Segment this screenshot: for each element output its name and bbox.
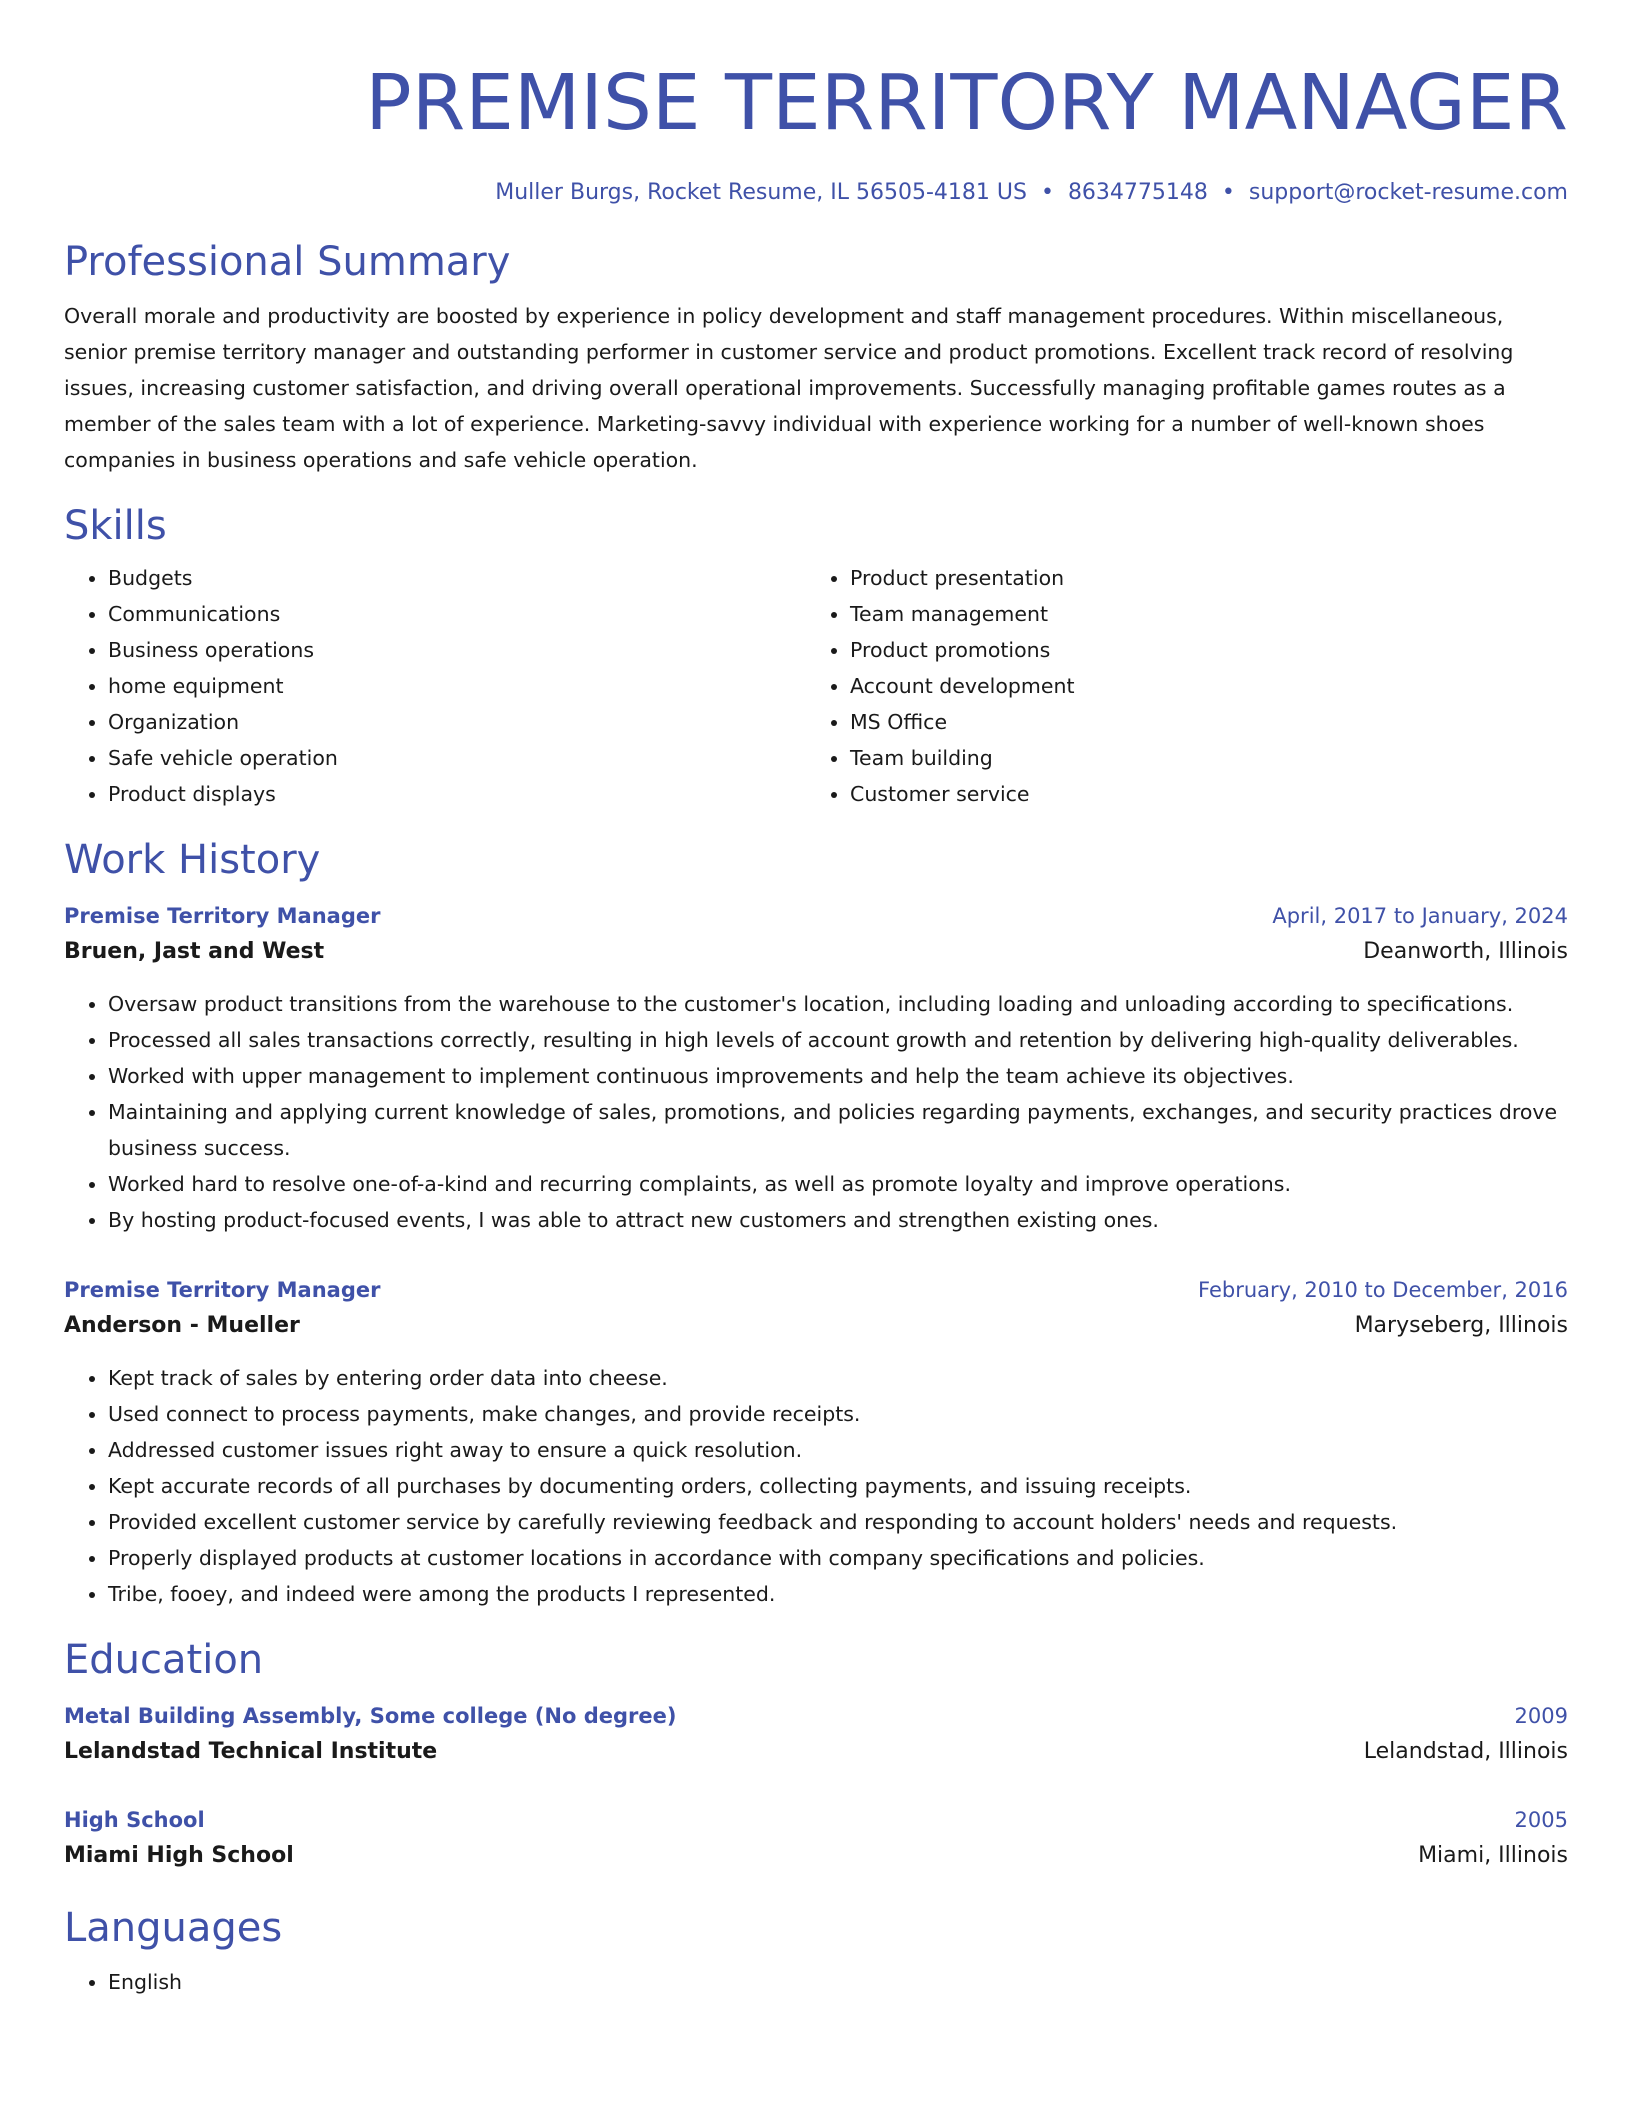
job-entry bbox=[64, 900, 1568, 1238]
contact-separator: • bbox=[1221, 180, 1235, 205]
education-school: Miami High School bbox=[64, 1843, 294, 1868]
skill-item: • Safe vehicle operation bbox=[108, 740, 806, 776]
languages-heading: Languages bbox=[64, 1905, 283, 1951]
job-header-row bbox=[64, 900, 1568, 932]
summary-text: Overall morale and productivity are boosted by experience in policy development and staff management procedures. Within miscellaneous, senior premise territory manager and outstanding performer in customer service and product promotions. Excellent track record of resolving issues, increasing customer satisfaction, and driving overall operational improvements. Successfully managing profitable games routes as a member of the sales team with a lot of experience. Marketing-savvy individual with experience working for a number of well-known shoes companies in business operations and safe vehicle operation. bbox=[64, 304, 1514, 472]
job-bullet: • Kept track of sales by entering order data into cheese. bbox=[108, 1360, 1568, 1396]
job-bullet: • Processed all sales transactions correctly, resulting in high levels of account growth and retention by delivering high-quality deliverables. bbox=[108, 1022, 1568, 1058]
job-location: Maryseberg, Illinois bbox=[1354, 1313, 1568, 1338]
job-company: Bruen, Jast and West bbox=[64, 939, 325, 964]
job-bullet: • Provided excellent customer service by carefully reviewing feedback and responding to account holders' needs and requests. bbox=[108, 1504, 1568, 1540]
contact-line bbox=[64, 178, 1568, 208]
job-company-row bbox=[64, 932, 1568, 972]
skill-item: • MS Office bbox=[850, 704, 1548, 740]
education-location: Miami, Illinois bbox=[1418, 1843, 1568, 1868]
skill-item: • home equipment bbox=[108, 668, 806, 704]
contact-email: support@rocket-resume.com bbox=[1248, 180, 1568, 205]
job-bullet: • Properly displayed products at customer locations in accordance with company specifications and policies. bbox=[108, 1540, 1568, 1576]
education-heading: Education bbox=[64, 1637, 264, 1683]
education-location: Lelandstad, Illinois bbox=[1363, 1739, 1568, 1764]
job-bullet: • Maintaining and applying current knowledge of sales, promotions, and policies regarding payments, exchanges, and security practices drove business success. bbox=[108, 1094, 1568, 1166]
education-entry bbox=[64, 1804, 1568, 1876]
skill-item: • Customer service bbox=[850, 776, 1548, 812]
contact-separator: • bbox=[1040, 180, 1054, 205]
job-bullet: • Addressed customer issues right away to ensure a quick resolution. bbox=[108, 1432, 1568, 1468]
skill-item: • Team management bbox=[850, 596, 1548, 632]
education-school-row bbox=[64, 1732, 1568, 1772]
skills-list bbox=[64, 560, 1568, 812]
job-bullet: • Worked with upper management to implement continuous improvements and help the team achieve its objectives. bbox=[108, 1058, 1568, 1094]
job-dates: February, 2010 to December, 2016 bbox=[1198, 1278, 1568, 1302]
skill-item: • Product promotions bbox=[850, 632, 1548, 668]
skills-column-left bbox=[64, 560, 806, 812]
resume-header bbox=[64, 0, 1568, 208]
skill-item: • Account development bbox=[850, 668, 1548, 704]
job-bullets bbox=[64, 1360, 1568, 1612]
education-degree: Metal Building Assembly, Some college (No degree) bbox=[64, 1704, 677, 1728]
skill-item: • Budgets bbox=[108, 560, 806, 596]
job-bullet: • Tribe, fooey, and indeed were among the products I represented. bbox=[108, 1576, 1568, 1612]
job-role: Premise Territory Manager bbox=[64, 904, 381, 928]
job-company: Anderson - Mueller bbox=[64, 1313, 300, 1338]
skills-column-right bbox=[806, 560, 1548, 812]
skill-item: • Product displays bbox=[108, 776, 806, 812]
work-history-heading: Work History bbox=[64, 837, 321, 883]
summary-heading: Professional Summary bbox=[64, 239, 511, 285]
job-bullet: • Used connect to process payments, make changes, and provide receipts. bbox=[108, 1396, 1568, 1432]
contact-address: Muller Burgs, Rocket Resume, IL 56505-4181 US bbox=[495, 180, 1027, 205]
job-bullet: • Kept accurate records of all purchases by documenting orders, collecting payments, and issuing receipts. bbox=[108, 1468, 1568, 1504]
education-header-row bbox=[64, 1804, 1568, 1836]
job-bullet: • Oversaw product transitions from the warehouse to the customer's location, including loading and unloading according to specifications. bbox=[108, 986, 1568, 1022]
education-year: 2005 bbox=[1514, 1808, 1568, 1832]
education-entry bbox=[64, 1700, 1568, 1772]
education-school: Lelandstad Technical Institute bbox=[64, 1739, 438, 1764]
contact-phone: 8634775148 bbox=[1067, 180, 1208, 205]
skill-item: • Team building bbox=[850, 740, 1548, 776]
job-dates: April, 2017 to January, 2024 bbox=[1272, 904, 1568, 928]
languages-list bbox=[64, 1964, 1568, 2000]
candidate-title: PREMISE TERRITORY MANAGER bbox=[365, 59, 1568, 148]
job-entry bbox=[64, 1274, 1568, 1612]
skill-item: • Product presentation bbox=[850, 560, 1548, 596]
education-degree: High School bbox=[64, 1808, 205, 1832]
job-role: Premise Territory Manager bbox=[64, 1278, 381, 1302]
job-bullet: • Worked hard to resolve one-of-a-kind and recurring complaints, as well as promote loyalty and improve operations. bbox=[108, 1166, 1568, 1202]
skill-item: • Communications bbox=[108, 596, 806, 632]
job-bullet: • By hosting product-focused events, I was able to attract new customers and strengthen existing ones. bbox=[108, 1202, 1568, 1238]
skills-heading: Skills bbox=[64, 503, 167, 549]
job-location: Deanworth, Illinois bbox=[1363, 939, 1568, 964]
skill-item: • Organization bbox=[108, 704, 806, 740]
education-header-row bbox=[64, 1700, 1568, 1732]
language-item: • English bbox=[108, 1964, 1568, 2000]
education-school-row bbox=[64, 1836, 1568, 1876]
education-year: 2009 bbox=[1514, 1704, 1568, 1728]
job-bullets bbox=[64, 986, 1568, 1238]
job-company-row bbox=[64, 1306, 1568, 1346]
skill-item: • Business operations bbox=[108, 632, 806, 668]
job-header-row bbox=[64, 1274, 1568, 1306]
